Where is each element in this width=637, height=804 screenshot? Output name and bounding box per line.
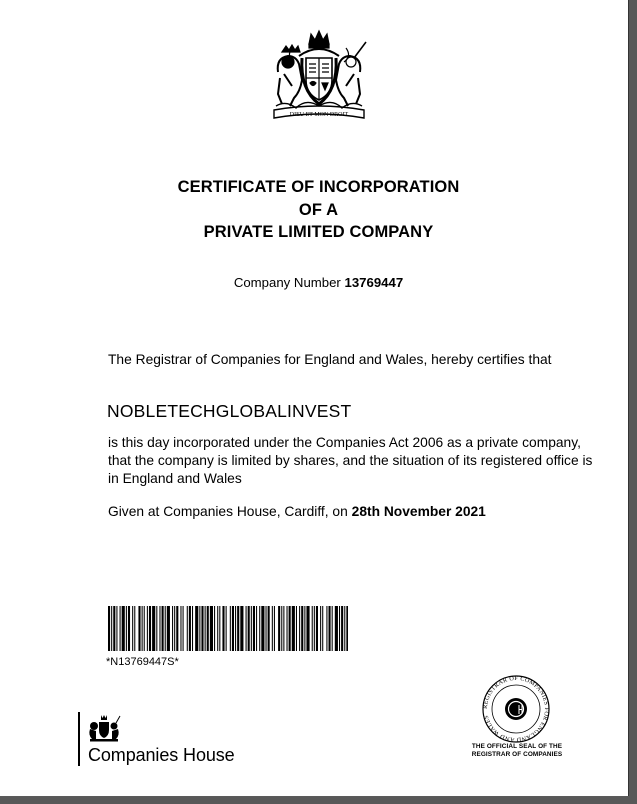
given-at-prefix: Given at Companies House, Cardiff, on [108,504,348,519]
title-line-2: OF A [298,200,339,219]
barcode-bar [128,606,130,651]
barcode-bar [226,606,227,651]
barcode-bar [195,606,198,651]
barcode-bar [180,606,181,651]
barcode-bar [329,606,331,651]
barcode-bar [240,606,243,651]
barcode-bar [339,606,340,651]
barcode-bar [172,606,173,651]
viewer-background-bottom [0,797,637,804]
barcode-bar [316,606,318,651]
barcode-bar [320,606,321,651]
barcode-bar [304,606,305,651]
barcode-bar [287,606,288,651]
barcode-bar [152,606,155,651]
barcode-bar [268,606,270,651]
companies-house-crest-icon [86,713,122,743]
barcode-bar [326,606,327,651]
barcode-bar [147,606,148,651]
registrar-intro: The Registrar of Companies for England and Wales, hereby certifies that [108,352,552,367]
barcode-bar [235,606,236,651]
barcode-bar [292,606,295,651]
company-name: NOBLETECHGLOBALINVEST [107,401,352,421]
seal-caption-line-2: REGISTRAR OF COMPANIES [471,751,563,758]
given-at-line [108,503,588,521]
barcode-bar [167,606,170,651]
barcode-bar [232,606,234,651]
barcode-bar [116,606,117,651]
barcode-bar [246,606,247,651]
barcode-bar [162,606,164,651]
barcode-bar [142,606,143,651]
barcode-bar [344,606,345,651]
barcode-bar [210,606,213,651]
viewer-background-right [629,0,637,804]
crest-motto: DIEU ET MON DROIT [289,112,349,118]
company-number-label: Company Number [233,275,341,290]
barcode-bar [165,606,166,651]
barcode-bar [108,606,110,651]
barcode-bar [322,606,323,651]
barcode-bar [183,606,184,651]
barcode [108,606,348,651]
barcode-bar [201,606,203,651]
barcode-bar [289,606,291,651]
incorporation-date: 28th November 2021 [351,504,486,519]
title-line-3: PRIVATE LIMITED COMPANY [203,223,434,241]
barcode-bar [283,606,284,651]
seal-caption-line-1: THE OFFICIAL SEAL OF THE [471,743,563,750]
barcode-bar [217,606,218,651]
barcode-bar [251,606,252,651]
barcode-bar [230,606,231,651]
barcode-bar [113,606,115,651]
barcode-bar [126,606,127,651]
registrar-seal-icon [474,674,558,744]
barcode-bar [214,606,215,651]
barcode-bar [207,606,209,651]
barcode-bar [138,606,140,651]
barcode-bar [272,606,273,651]
barcode-bar [189,606,191,651]
company-number-line [0,275,637,290]
barcode-text: *N13769447S* [106,656,179,668]
companies-house-brand: Companies House [88,745,235,765]
barcode-bar [219,606,220,651]
barcode-bar [253,606,255,651]
barcode-bar [192,606,193,651]
barcode-bar [332,606,333,651]
barcode-bar [281,606,282,651]
barcode-bar [187,606,188,651]
barcode-bar [266,606,267,651]
barcode-bar [111,606,112,651]
company-number-value: 13769447 [344,275,404,290]
certificate-title [0,176,637,244]
barcode-bar [261,606,264,651]
barcode-bar [120,606,121,651]
barcode-bar [237,606,239,651]
barcode-bar [296,606,297,651]
barcode-bar [256,606,257,651]
barcode-bar [314,606,315,651]
barcode-bar [306,606,309,651]
seal-ring-textpath: REGISTRAR OF COMPANIES FOR ENGLAND AND WALES [481,674,551,744]
barcode-bar [299,606,300,651]
barcode-bar [176,606,178,651]
barcode-bar [312,606,313,651]
barcode-bar [134,606,135,651]
barcode-bar [335,606,338,651]
barcode-bar [222,606,224,651]
barcode-bar [205,606,206,651]
barcode-bar [278,606,280,651]
barcode-bar [132,606,133,651]
barcode-bar [144,606,145,651]
barcode-bar [301,606,303,651]
barcode-bar [159,606,160,651]
barcode-bar [274,606,275,651]
companies-house-logo-rule [78,712,80,766]
barcode-bar [174,606,175,651]
royal-coat-of-arms-icon [266,28,372,122]
barcode-bar [341,606,343,651]
barcode-bar [199,606,200,651]
barcode-bar [122,606,125,651]
barcode-bar [156,606,157,651]
seal-caption [462,743,572,759]
title-line-1: CERTIFICATE OF INCORPORATION [177,178,460,196]
barcode-bar [346,606,348,651]
incorporation-statement: is this day incorporated under the Companies Act 2006 as a private company, that the company is limited by shares, and the situation of its registered office is in England and Wales [108,435,593,486]
barcode-bar [149,606,151,651]
barcode-bar [259,606,260,651]
barcode-bar [248,606,250,651]
